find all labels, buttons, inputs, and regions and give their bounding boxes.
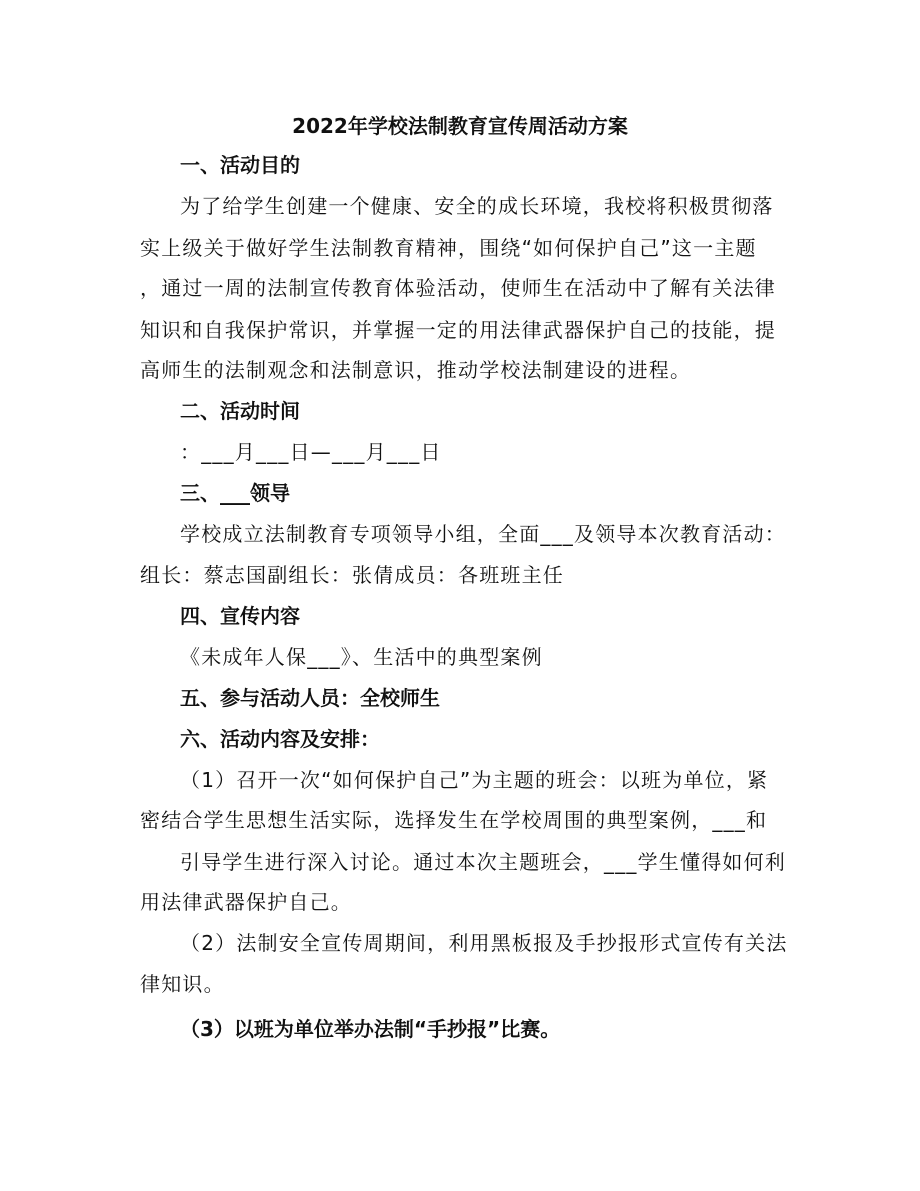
paragraph-line: 学校成立法制教育专项领导小组，全面___及领导本次教育活动： [180,522,786,546]
paragraph-line: （1）召开一次“如何保护自己”为主题的班会：以班为单位，紧 [180,768,769,792]
section-heading-arrangement: 六、活动内容及安排： [180,727,380,751]
paragraph-line-bold: （3）以班为单位举办法制“手抄报”比赛。 [180,1017,561,1041]
document-title: 2022年学校法制教育宣传周活动方案 [292,114,628,138]
paragraph-line: 高师生的法制观念和法制意识，推动学校法制建设的进程。 [140,358,692,382]
paragraph-line: 用法律武器保护自己。 [140,890,352,914]
committee-members-line: 组长：蔡志国副组长：张倩成员：各班班主任 [140,563,564,587]
paragraph-line: （2）法制安全宣传周期间，利用黑板报及手抄报形式宣传有关法 [180,931,788,955]
paragraph-line: 实上级关于做好学生法制教育精神，围绕“如何保护自己”这一主题 [140,236,757,260]
paragraph-line: 律知识。 [140,972,225,996]
section-heading-content: 四、宣传内容 [180,604,300,628]
section-heading-participants: 五、参与活动人员：全校师生 [180,686,440,710]
section-heading-time: 二、活动时间 [180,399,300,423]
section-heading-leadership: 三、___领导 [180,481,290,505]
paragraph-line: 密结合学生思想生活实际，选择发生在学校周围的典型案例，___和 [140,808,768,832]
paragraph-line: 为了给学生创建一个健康、安全的成长环境，我校将积极贯彻落 [180,194,774,218]
paragraph-line: 《未成年人保___》、生活中的典型案例 [180,645,543,669]
paragraph-line: 引导学生进行深入讨论。通过本次主题班会，___学生懂得如何利 [180,850,786,874]
paragraph-line: 知识和自我保护常识，并掌握一定的用法律武器保护自己的技能，提 [140,318,776,342]
paragraph-line: ，通过一周的法制宣传教育体验活动，使师生在活动中了解有关法律 [140,276,776,300]
activity-date-line: ：___月___日—___月___日 [180,440,442,464]
section-heading-purpose: 一、活动目的 [180,153,300,177]
